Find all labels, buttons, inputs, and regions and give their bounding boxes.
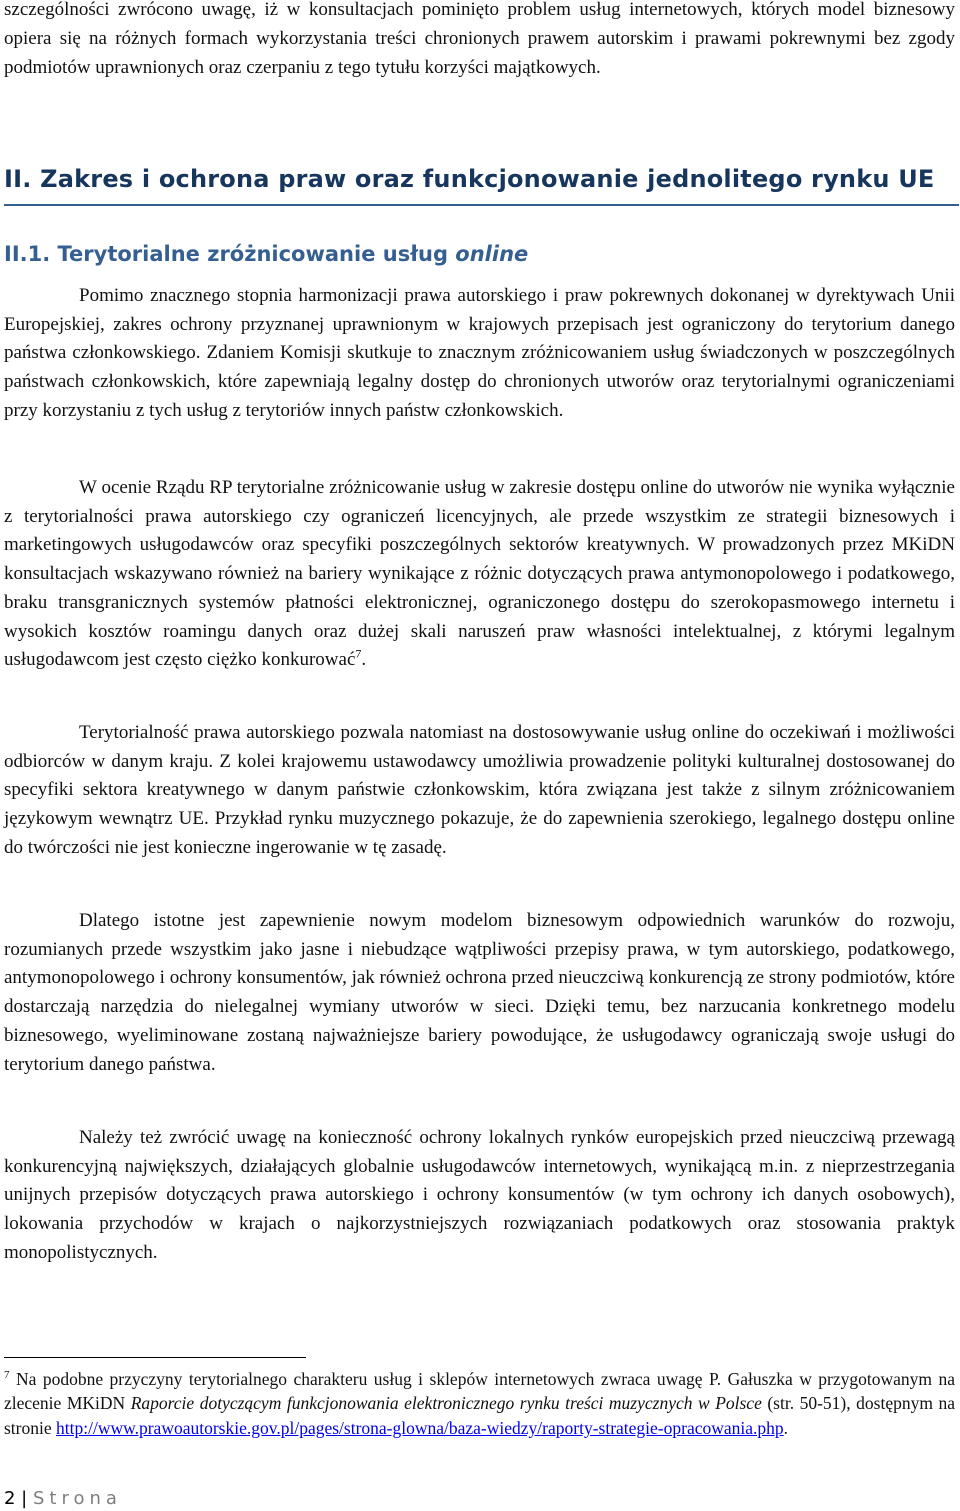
subsection-heading bbox=[4, 238, 528, 270]
footnote-report-title: Raporcie dotyczącym funkcjonowania elektronicznego rynku treści muzycznych w Polsce bbox=[130, 1393, 762, 1414]
paragraph-business-models: Dlatego istotne jest zapewnienie nowym modelom biznesowym odpowiednich warunków do rozwoju, rozumianych przede wszystkim jako jasne i niebudzące wątpliwości przepisy prawa, w tym autorskiego, podatkowego, antymonopolowego i ochrony konsumentów, jak również ochrona przed nieuczciwą konkurencją ze strony podmiotów, które dostarczają narzędzia do nielegalnej wymiany utworów w sieci. Dzięki temu, bez narzucania konkretnego modelu biznesowego, wyeliminowane zostaną najważniejsze bariery powodujące, że usługodawcy ograniczają swoje usługi do terytorium danego państwa. bbox=[4, 910, 955, 1075]
section-heading-rule bbox=[4, 204, 959, 206]
paragraph-end: . bbox=[361, 649, 367, 671]
intro-continuation-paragraph: szczególności zwrócono uwagę, iż w konsultacjach pominięto problem usług internetowych, których model biznesowy opiera się na różnych formach wykorzystania treści chronionych prawem autorskim i prawami pokrewnymi bez zgody podmiotów uprawnionych oraz czerpaniu z tego tytułu korzyści majątkowych. bbox=[4, 0, 955, 78]
paragraph-local-markets: Należy też zwrócić uwagę na konieczność ochrony lokalnych rynków europejskich przed nieuczciwą przewagą konkurencyjną największych, działających globalnie usługodawców internetowych, wynikającą m.in. z nieprzestrzegania unijnych przepisów dotyczących prawa autorskiego i ochrony konsumentów (w tym ochrony ich danych osobowych), lokowania przychodów w krajach o najkorzystniejszych rozwiązaniach podatkowych oraz stosowania praktyk monopolistycznych. bbox=[4, 1127, 955, 1263]
paragraph-territoriality: Terytorialność prawa autorskiego pozwala natomiast na dostosowywanie usług online do oczekiwań i możliwości odbiorców w danym kraju. Z kolei krajowemu ustawodawcy umożliwia prowadzenie polityki kulturalnej dostosowanej do specyfiki sektora kreatywnego w danym państwie członkowskim, która związana jest także z silnym zróżnicowaniem językowym wewnątrz UE. Przykład rynku muzycznego pokazuje, że do zapewnienia szerokiego, legalnego dostępu online do twórczości nie jest konieczne ingerowanie w tę zasadę. bbox=[4, 722, 955, 858]
page-footer bbox=[4, 1487, 122, 1511]
footnote-text-after-title: (str. 50-51), dostępnym na stronie bbox=[4, 1393, 955, 1438]
footer-separator: | bbox=[15, 1488, 33, 1509]
paragraph-text: W ocenie Rządu RP terytorialne zróżnicowanie usług w zakresie dostępu online do utworów nie wynika wyłącznie z terytorialności prawa autorskiego czy ograniczeń licencyjnych, ale przede wszystkim ze strategii biznesowych i marketingowych usługodawców oraz specyfiki poszczególnych sektorów kreatywnych. W prowadzonych przez MKiDN konsultacjach wskazywano również na bariery wynikające z różnic dotyczących prawa antymonopolowego i podatkowego, braku transgranicznych systemów płatności elektronicznej, ograniczonego dostępu do szerokopasmowego internetu i wysokich kosztów roamingu danych oraz dużej skali naruszeń praw własności intelektualnej, z którymi legalnym usługodawcom jest często ciężko konkurować bbox=[4, 477, 955, 671]
footnote-link[interactable]: http://www.prawoautorskie.gov.pl/pages/strona-glowna/baza-wiedzy/raporty-strategie-opracowania.php bbox=[56, 1417, 784, 1438]
paragraph-government-assessment bbox=[4, 474, 955, 675]
section-heading: II. Zakres i ochrona praw oraz funkcjonowanie jednolitego rynku UE bbox=[4, 165, 935, 193]
page-number: 2 bbox=[4, 1488, 16, 1509]
subsection-heading-text: II.1. Terytorialne zróżnicowanie usług bbox=[4, 242, 456, 266]
footnote-end: . bbox=[783, 1417, 789, 1438]
footnote-separator bbox=[4, 1357, 306, 1358]
footnote bbox=[4, 1367, 955, 1440]
footnote-text: Na podobne przyczyny terytorialnego charakteru usług i sklepów internetowych zwraca uwagę P. Gałuszka w przygotowanym na zlecenie MKiDN bbox=[4, 1369, 955, 1414]
footnote-number: 7 bbox=[4, 1369, 10, 1382]
footer-label: Strona bbox=[32, 1488, 122, 1509]
subsection-heading-italic: online bbox=[455, 242, 529, 266]
footnote-reference[interactable]: 7 bbox=[355, 646, 362, 661]
paragraph-harmonization: Pomimo znacznego stopnia harmonizacji prawa autorskiego i praw pokrewnych dokonanej w dyrektywach Unii Europejskiej, zakres ochrony przyznanej uprawnionym w krajowych przepisach jest ograniczony do terytorium danego państwa członkowskiego. Zdaniem Komisji skutkuje to znacznym zróżnicowaniem usług świadczonych w poszczególnych państwach członkowskich, które zapewniają legalny dostęp do chronionych utworów oraz terytorialnymi ograniczeniami przy korzystaniu z tych usług z terytoriów innych państw członkowskich. bbox=[4, 285, 955, 421]
